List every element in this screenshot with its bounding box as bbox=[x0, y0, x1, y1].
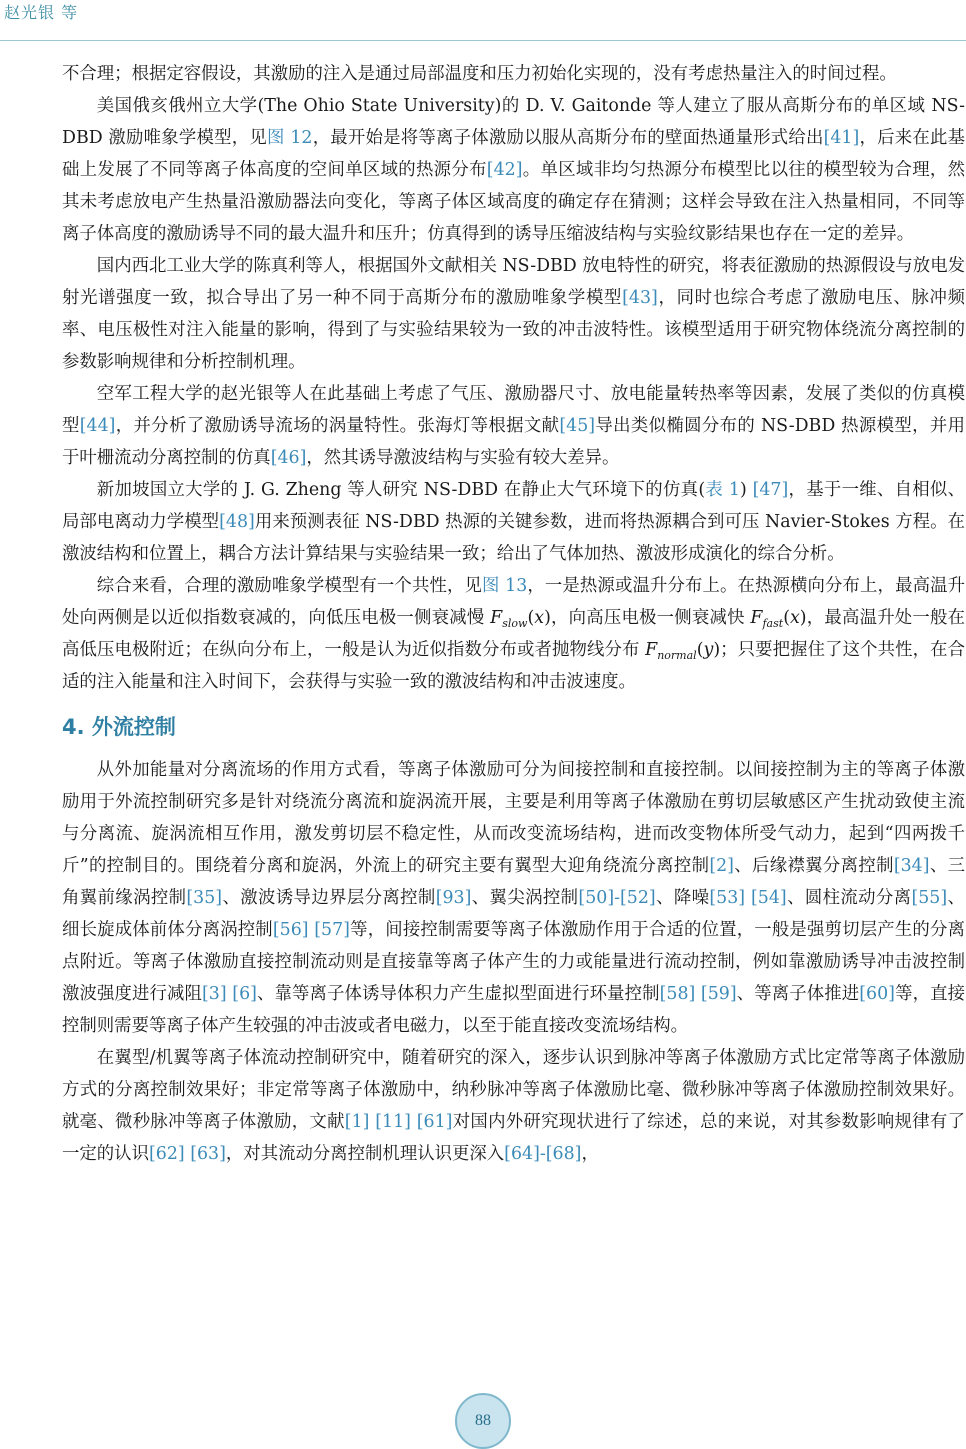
text-run: ( bbox=[527, 608, 535, 628]
text-run: ，对其流动分离控制机理认识更深入 bbox=[225, 1144, 505, 1164]
math-symbol: F bbox=[750, 608, 763, 628]
text-run: 、靠等离子体诱导体积力产生虚拟型面进行环量控制 bbox=[256, 984, 660, 1004]
math-symbol: x bbox=[789, 608, 800, 628]
citation-link[interactable]: [1] [11] [61] bbox=[344, 1112, 453, 1132]
citation-link[interactable]: [34] bbox=[893, 856, 930, 876]
citation-link[interactable]: [56] [57] bbox=[272, 920, 350, 940]
paragraph bbox=[62, 474, 965, 570]
text-run: ，然其诱导激波结构与实验有较大差异。 bbox=[306, 448, 620, 468]
text-run: )，最高温升处一般在高低压电极附近；在纵向分布上，一般是认为近似指数分布或者抛物线分布 bbox=[62, 608, 965, 660]
text-run: 、细长旋成体前体分离涡控制 bbox=[62, 888, 965, 940]
math-symbol: F bbox=[645, 640, 658, 660]
text-run: ，基于一维、自相似、局部电离动力学模型 bbox=[62, 480, 966, 532]
text-run: 等，间接控制需要等离子体激励作用于合适的位置，一般是强剪切层产生的分离点附近。等离子体激励直接控制流动则是直接靠等离子体产生的力或能量进行流动控制，例如靠激励诱导冲击波控制激波强度进行减阻 bbox=[62, 920, 965, 1004]
citation-link[interactable]: [62] [63] bbox=[148, 1144, 226, 1164]
text-run: 导出类似椭圆分布的 NS-DBD 热源模型，并用于叶栅流动分离控制的仿真 bbox=[62, 416, 965, 468]
text-run: 对国内外研究现状进行了综述，总的来说，对其参数影响规律有了一定的认识 bbox=[62, 1112, 965, 1164]
citation-link[interactable]: [42] bbox=[486, 160, 523, 180]
text-run: 、三角翼前缘涡控制 bbox=[62, 856, 965, 908]
citation-link[interactable]: [50]-[52] bbox=[578, 888, 656, 908]
paragraph bbox=[62, 250, 965, 378]
citation-link[interactable]: [93] bbox=[435, 888, 472, 908]
text-run: 。单区域非均匀热源分布模型比以往的模型较为合理，然其未考虑放电产生热量沿激励器法向变化，等离子体区域高度的确定存在猜测；这样会导致在注入热量相同，不同等离子体高度的激励诱导不同的最大温升和压升；仿真得到的诱导压缩波结构与实验纹影结果也存在一定的差异。 bbox=[62, 160, 965, 244]
math-subscript: fast bbox=[762, 617, 784, 630]
text-run: ，最开始是将等离子体激励以服从高斯分布的壁面热通量形式给出 bbox=[312, 128, 824, 148]
citation-link[interactable]: [43] bbox=[622, 288, 658, 308]
text-run: ，同时也综合考虑了激励电压、脉冲频率、电压极性对注入能量的影响，得到了与实验结果较为一致的冲击波特性。该模型适用于研究物体绕流分离控制的参数影响规律和分析控制机理。 bbox=[62, 288, 965, 372]
text-run: )；只要把握住了这个共性，在合适的注入能量和注入时间下，会获得与实验一致的激波结构和冲击波速度。 bbox=[62, 640, 965, 692]
page-number: 88 bbox=[475, 1412, 491, 1429]
citation-link[interactable]: [3] [6] bbox=[202, 984, 257, 1004]
paragraph bbox=[62, 378, 965, 474]
citation-link[interactable]: [60] bbox=[859, 984, 895, 1004]
text-run: 、翼尖涡控制 bbox=[471, 888, 579, 908]
paragraph bbox=[62, 1042, 965, 1170]
citation-link[interactable]: [58] [59] bbox=[659, 984, 737, 1004]
text-run: 空军工程大学的赵光银等人在此基础上考虑了气压、激励器尺寸、放电能量转热率等因素，发展了类似的仿真模型 bbox=[62, 384, 965, 436]
text-run: 、后缘襟翼分离控制 bbox=[733, 856, 894, 876]
text-run: 等，直接控制则需要等离子体产生较强的冲击波或者电磁力，以至于能直接改变流场结构。 bbox=[62, 984, 965, 1036]
citation-link[interactable]: [45] bbox=[559, 416, 596, 436]
text-run: 、激波诱导边界层分离控制 bbox=[222, 888, 436, 908]
citation-link[interactable]: [48] bbox=[219, 512, 255, 532]
math-symbol: y bbox=[703, 640, 714, 660]
header-authors: 赵光银 等 bbox=[4, 3, 79, 22]
citation-link[interactable]: [47] bbox=[752, 480, 789, 500]
citation-link[interactable]: [53] [54] bbox=[709, 888, 787, 908]
text-run: )，向高压电极一侧衰减快 bbox=[544, 608, 751, 628]
citation-link[interactable]: 图 13 bbox=[481, 576, 528, 596]
section-heading: 4. 外流控制 bbox=[62, 715, 176, 739]
text-run: 从外加能量对分离流场的作用方式看，等离子体激励可分为间接控制和直接控制。以间接控制为主的等离子体激励用于外流控制研究多是针对绕流分离流和旋涡流开展，主要是利用等离子体激励在剪切层敏感区产生扰动致使主流与分离流、旋涡流相互作用，激发剪切层不稳定性，从而改变流场结构，进而改变物体所受气动力，起到“四两拨千斤”的控制目的。围绕着分离和旋涡，外流上的研究主要有翼型大迎角绕流分离控制 bbox=[62, 760, 965, 876]
text-run: 美国俄亥俄州立大学(The Ohio State University)的 D. V. Gaitonde 等人建立了服从高斯分布的单区域 NS-DBD 激励唯象学模型，见 bbox=[62, 96, 965, 148]
math-symbol: x bbox=[534, 608, 545, 628]
text-run: 综合来看，合理的激励唯象学模型有一个共性，见 bbox=[96, 576, 482, 596]
text-run: 、降噪 bbox=[655, 888, 710, 908]
text-run: 不合理；根据定容假设，其激励的注入是通过局部温度和压力初始化实现的，没有考虑热量注入的时间过程。 bbox=[62, 64, 897, 84]
math-subscript: normal bbox=[657, 649, 697, 662]
text-run: ， bbox=[581, 1144, 599, 1164]
text-run: ( bbox=[696, 640, 704, 660]
math-subscript: slow bbox=[502, 617, 528, 630]
citation-link[interactable]: 图 12 bbox=[266, 128, 313, 148]
text-run: 、圆柱流动分离 bbox=[786, 888, 912, 908]
citation-link[interactable]: [2] bbox=[709, 856, 734, 876]
text-run: ，并分析了激励诱导流场的涡量特性。张海灯等根据文献 bbox=[115, 416, 560, 436]
citation-link[interactable]: [41] bbox=[823, 128, 860, 148]
text-run: ( bbox=[783, 608, 790, 628]
text-run: ，一是热源或温升分布上。在热源横向分布上，最高温升处向两侧是以近似指数衰减的，向低压电极一侧衰减慢 bbox=[62, 576, 965, 628]
citation-link[interactable]: [64]-[68] bbox=[504, 1144, 582, 1164]
text-run: 国内西北工业大学的陈真利等人，根据国外文献相关 NS-DBD 放电特性的研究，将表征激励的热源假设与放电发射光谱强度一致，拟合导出了另一种不同于高斯分布的激励唯象学模型 bbox=[62, 256, 965, 308]
text-run: 用来预测表征 NS-DBD 热源的关键参数，进而将热源耦合到可压 Navier-Stokes 方程。在激波结构和位置上，耦合方法计算结果与实验结果一致；给出了气体加热、激波形成演化的综合分析。 bbox=[62, 512, 965, 564]
page-number-badge bbox=[455, 1393, 511, 1449]
math-symbol: F bbox=[490, 608, 503, 628]
citation-link[interactable]: [55] bbox=[911, 888, 948, 908]
citation-link[interactable]: [44] bbox=[79, 416, 116, 436]
citation-link[interactable]: 表 1 bbox=[705, 480, 740, 500]
article-body bbox=[62, 58, 965, 1170]
running-header bbox=[0, 0, 966, 40]
paragraph bbox=[62, 90, 965, 250]
header-divider bbox=[0, 40, 966, 41]
paragraph bbox=[62, 58, 965, 90]
text-run: 、等离子体推进 bbox=[736, 984, 860, 1004]
text-run: 在翼型/机翼等离子体流动控制研究中，随着研究的深入，逐步认识到脉冲等离子体激励方式比定常等离子体激励方式的分离控制效果好；非定常等离子体激励中，纳秒脉冲等离子体激励比毫、微秒脉冲等离子体激励控制效果好。就毫、微秒脉冲等离子体激励，文献 bbox=[62, 1048, 965, 1132]
text-run: ，后来在此基础上发展了不同等离子体高度的空间单区域的热源分布 bbox=[62, 128, 965, 180]
citation-link[interactable]: [46] bbox=[270, 448, 307, 468]
text-run: ) bbox=[739, 480, 753, 500]
paragraph bbox=[62, 754, 965, 1042]
paragraph bbox=[62, 570, 965, 698]
text-run: 新加坡国立大学的 J. G. Zheng 等人研究 NS-DBD 在静止大气环境下的仿真( bbox=[96, 480, 706, 500]
citation-link[interactable]: [35] bbox=[186, 888, 223, 908]
